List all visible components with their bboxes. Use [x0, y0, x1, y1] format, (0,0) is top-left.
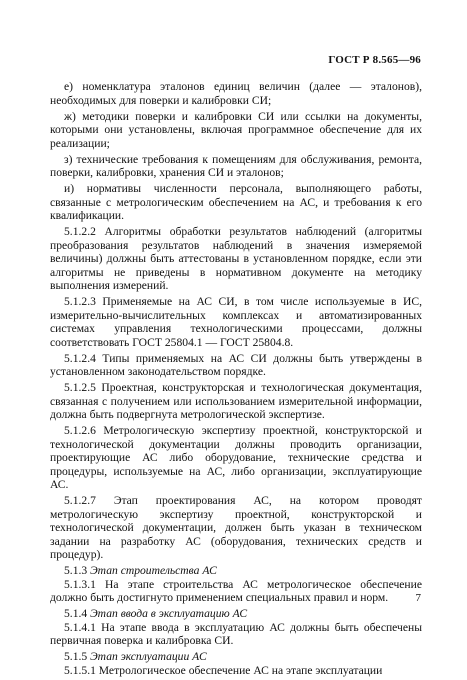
- section-number: 5.1.3: [64, 564, 88, 577]
- clause-5-1-2-4: 5.1.2.4 Типы применяемых на АС СИ должны быть утверждены в установленном законодательством порядке.: [50, 351, 422, 378]
- section-heading-5-1-3: [50, 564, 422, 578]
- section-heading-5-1-5: [50, 650, 422, 664]
- clause-5-1-2-2: 5.1.2.2 Алгоритмы обработки результатов наблюдений (алгоритмы преобразования результатов наблюдений в значения измеряемой величины) должны быть аттестованы в установленном порядке, если эти алгоритмы не приведены в нормативном документе на методику выполнения измерений.: [50, 225, 422, 292]
- page-number: 7: [415, 592, 421, 604]
- list-item-zh: ж) методики поверки и калибровки СИ или ссылки на документы, которыми они установлены, включая программное обеспечение для их реализации;: [50, 109, 422, 150]
- section-number: 5.1.4: [64, 607, 88, 620]
- section-title: Этап строительства АС: [90, 564, 217, 577]
- list-item-z: з) технические требования к помещениям для обслуживания, ремонта, поверки, калибровки, хранения СИ и эталонов;: [50, 152, 422, 179]
- clause-5-1-4-1: 5.1.4.1 На этапе ввода в эксплуатацию АС должны быть обеспечены первичная поверка и калибровка СИ.: [50, 620, 422, 647]
- section-heading-5-1-4: [50, 607, 422, 621]
- clause-5-1-2-7: 5.1.2.7 Этап проектирования АС, на котором проводят метрологическую экспертизу проектной, конструкторской и технологической документации, должен быть указан в техническом задании на разработку АС (оборудования, технических средств и процедур).: [50, 494, 422, 561]
- clause-5-1-2-6: 5.1.2.6 Метрологическую экспертизу проектной, конструкторской и технологической документации должны проводить организации, проектирующие АС либо оборудование, технические средства и процедуры, используемые на АС, либо организации, эксплуатирующие АС.: [50, 424, 422, 491]
- document-body: [50, 80, 422, 680]
- section-number: 5.1.5: [64, 650, 88, 663]
- clause-5-1-2-3: 5.1.2.3 Применяемые на АС СИ, в том числе используемые в ИС, измерительно-вычислительных комплексах и автоматизированных системах управления технологическими процессами, должны соответствовать ГОСТ 25804.1 — ГОСТ 25804.8.: [50, 295, 422, 349]
- document-code-header: ГОСТ Р 8.565—96: [328, 54, 421, 66]
- clause-5-1-5-1: 5.1.5.1 Метрологическое обеспечение АС на этапе эксплуатации: [64, 663, 383, 677]
- section-title: Этап ввода в эксплуатацию АС: [90, 607, 248, 620]
- section-title: Этап эксплуатации АС: [90, 650, 207, 663]
- clause-5-1-3-1: 5.1.3.1 На этапе строительства АС метрологическое обеспечение должно быть достигнуто применением специальных правил и норм.: [50, 577, 422, 604]
- clause-5-1-2-5: 5.1.2.5 Проектная, конструкторская и технологическая документация, связанная с получением или использованием измерительной информации, должна быть подвергнута метрологической экспертизе.: [50, 381, 422, 421]
- list-item-e: е) номенклатура эталонов единиц величин (далее — эталонов), необходимых для поверки и калибровки СИ;: [50, 80, 422, 107]
- list-item-i: и) нормативы численности персонала, выполняющего работы, связанные с метрологическим обеспечением на АС, и требования к его квалификации.: [50, 182, 422, 222]
